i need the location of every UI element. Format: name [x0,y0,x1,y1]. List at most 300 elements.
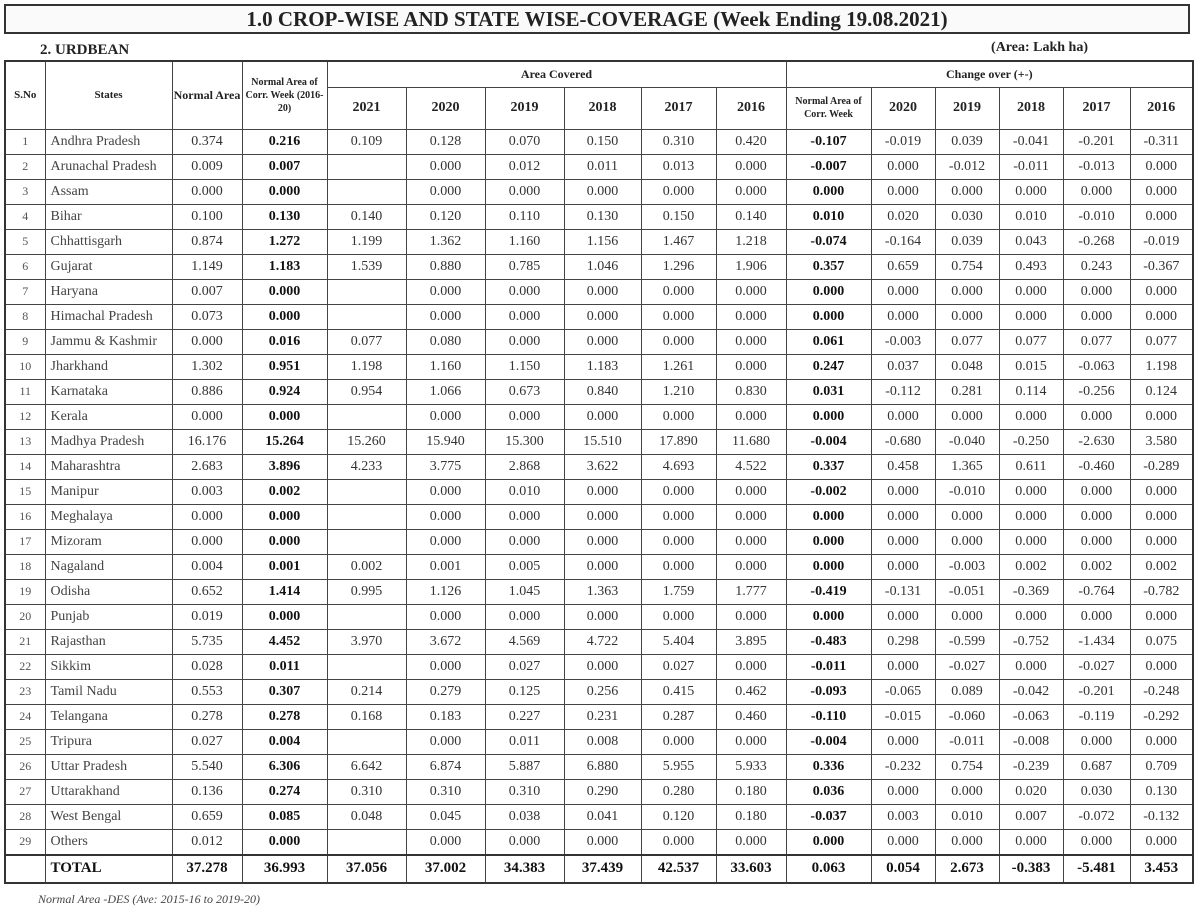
value-cell: 0.214 [327,679,406,704]
value-cell: 0.458 [871,454,935,479]
value-cell: 0.000 [641,529,716,554]
value-cell: 0.000 [641,179,716,204]
value-cell: 1.363 [564,579,641,604]
value-cell: 0.019 [172,604,242,629]
value-cell: 0.100 [172,204,242,229]
value-cell: 0.278 [242,704,327,729]
value-cell: 0.000 [935,304,999,329]
value-cell: 4.522 [716,454,786,479]
value-cell: 0.150 [564,129,641,154]
value-cell: -0.289 [1130,454,1193,479]
value-cell: 0.754 [935,754,999,779]
table-row [5,479,1193,504]
table-row [5,529,1193,554]
value-cell: 16.176 [172,429,242,454]
table-row [5,304,1193,329]
value-cell: -0.752 [999,629,1063,654]
value-cell: 0.027 [641,654,716,679]
value-cell: 0.281 [935,379,999,404]
header-area-covered: Area Covered [327,61,786,87]
value-cell: -0.164 [871,229,935,254]
serial-cell: 22 [5,654,45,679]
value-cell: 1.261 [641,354,716,379]
value-cell: 0.000 [242,279,327,304]
value-cell: 0.298 [871,629,935,654]
value-cell: -0.369 [999,579,1063,604]
value-cell: 0.027 [172,729,242,754]
value-cell: -0.093 [786,679,871,704]
table-row [5,204,1193,229]
header-change-year: 2020 [871,87,935,129]
value-cell: 2.683 [172,454,242,479]
value-cell: 0.000 [1063,529,1130,554]
value-cell: 37.002 [406,855,485,883]
footnote: Normal Area -DES (Ave: 2015-16 to 2019-20) [38,892,260,906]
value-cell: 0.000 [1130,729,1193,754]
value-cell: 0.000 [641,404,716,429]
value-cell: 0.307 [242,679,327,704]
value-cell: -0.060 [935,704,999,729]
value-cell: 0.000 [406,179,485,204]
value-cell: 0.611 [999,454,1063,479]
table-row [5,729,1193,754]
serial-cell: 1 [5,129,45,154]
value-cell: 0.880 [406,254,485,279]
value-cell: 0.000 [999,529,1063,554]
state-cell: Uttar Pradesh [45,754,172,779]
value-cell: 0.553 [172,679,242,704]
table-row [5,579,1193,604]
value-cell: 0.030 [935,204,999,229]
table-row [5,554,1193,579]
value-cell: -0.002 [786,479,871,504]
value-cell: 1.150 [485,354,564,379]
value-cell: 0.652 [172,579,242,604]
value-cell: 0.000 [641,329,716,354]
value-cell: 0.010 [999,204,1063,229]
state-cell: Madhya Pradesh [45,429,172,454]
value-cell: -0.004 [786,429,871,454]
value-cell: 0.290 [564,779,641,804]
value-cell: 0.000 [406,654,485,679]
value-cell: -0.004 [786,729,871,754]
value-cell: 0.000 [786,279,871,304]
value-cell: 0.010 [485,479,564,504]
table-row [5,804,1193,829]
value-cell: 0.045 [406,804,485,829]
value-cell: 0.077 [1130,329,1193,354]
value-cell: 0.000 [786,304,871,329]
value-cell: 0.279 [406,679,485,704]
value-cell: 0.462 [716,679,786,704]
value-cell: 0.063 [786,855,871,883]
serial-cell: 7 [5,279,45,304]
value-cell: -0.074 [786,229,871,254]
header-states: States [45,61,172,129]
value-cell: 0.000 [716,179,786,204]
state-cell: West Bengal [45,804,172,829]
value-cell: 0.000 [242,404,327,429]
value-cell: -0.010 [1063,204,1130,229]
value-cell: 15.300 [485,429,564,454]
value-cell: 0.000 [641,304,716,329]
value-cell: 0.009 [172,154,242,179]
value-cell: 0.000 [716,279,786,304]
serial-cell: 24 [5,704,45,729]
header-sno: S.No [5,61,45,129]
value-cell: 0.028 [172,654,242,679]
value-cell: -0.201 [1063,129,1130,154]
value-cell: 0.000 [786,829,871,855]
value-cell: 0.000 [871,404,935,429]
serial-cell: 3 [5,179,45,204]
value-cell: 5.540 [172,754,242,779]
value-cell: 1.199 [327,229,406,254]
value-cell: 0.136 [172,779,242,804]
value-cell [327,529,406,554]
header-covered-year: 2016 [716,87,786,129]
value-cell: 5.404 [641,629,716,654]
value-cell: 0.020 [871,204,935,229]
value-cell: 0.000 [564,604,641,629]
value-cell: 0.000 [1130,829,1193,855]
value-cell: 0.256 [564,679,641,704]
serial-cell: 13 [5,429,45,454]
value-cell: 0.310 [327,779,406,804]
value-cell: 0.180 [716,779,786,804]
value-cell: 0.013 [641,154,716,179]
value-cell: 0.168 [327,704,406,729]
state-cell: Uttarakhand [45,779,172,804]
value-cell: -0.063 [999,704,1063,729]
value-cell: 0.840 [564,379,641,404]
value-cell: 0.039 [935,229,999,254]
value-cell: 0.274 [242,779,327,804]
value-cell: 0.000 [485,404,564,429]
value-cell: 0.673 [485,379,564,404]
state-cell: Meghalaya [45,504,172,529]
value-cell: 1.156 [564,229,641,254]
value-cell [327,179,406,204]
value-cell: 0.000 [716,154,786,179]
value-cell: 0.000 [1130,654,1193,679]
value-cell: 0.038 [485,804,564,829]
value-cell: 0.000 [1130,479,1193,504]
header-change-year: 2018 [999,87,1063,129]
value-cell: -0.112 [871,379,935,404]
value-cell: 0.020 [999,779,1063,804]
value-cell: 0.000 [871,279,935,304]
value-cell: 0.231 [564,704,641,729]
value-cell: 0.000 [999,479,1063,504]
value-cell: -0.110 [786,704,871,729]
serial-cell: 8 [5,304,45,329]
state-cell: Himachal Pradesh [45,304,172,329]
state-cell: Andhra Pradesh [45,129,172,154]
value-cell: -0.483 [786,629,871,654]
value-cell: 0.000 [564,654,641,679]
state-cell: Sikkim [45,654,172,679]
value-cell: 5.955 [641,754,716,779]
value-cell: 0.002 [242,479,327,504]
value-cell: 0.002 [1063,554,1130,579]
state-cell: Tripura [45,729,172,754]
state-cell: Telangana [45,704,172,729]
table-row [5,179,1193,204]
value-cell: 0.000 [871,504,935,529]
value-cell: -0.072 [1063,804,1130,829]
value-cell: 0.420 [716,129,786,154]
header-covered-year: 2019 [485,87,564,129]
value-cell: 0.000 [564,829,641,855]
value-cell: -0.003 [871,329,935,354]
state-cell: Manipur [45,479,172,504]
value-cell [327,829,406,855]
table-row [5,429,1193,454]
value-cell: 5.887 [485,754,564,779]
value-cell: 0.000 [406,829,485,855]
value-cell: 0.374 [172,129,242,154]
value-cell: 0.874 [172,229,242,254]
value-cell: 0.000 [935,779,999,804]
value-cell: 0.000 [871,729,935,754]
value-cell: -0.013 [1063,154,1130,179]
value-cell: 2.673 [935,855,999,883]
value-cell: -0.011 [999,154,1063,179]
value-cell: 0.659 [871,254,935,279]
value-cell: 1.414 [242,579,327,604]
value-cell: 0.070 [485,129,564,154]
value-cell: 0.278 [172,704,242,729]
value-cell: 0.037 [871,354,935,379]
value-cell: 0.000 [999,304,1063,329]
value-cell [327,654,406,679]
value-cell: 0.754 [935,254,999,279]
value-cell: 4.233 [327,454,406,479]
value-cell: -0.003 [935,554,999,579]
value-cell: -0.250 [999,429,1063,454]
value-cell: 15.264 [242,429,327,454]
value-cell: 0.000 [1063,279,1130,304]
value-cell: 0.000 [716,479,786,504]
value-cell: 0.005 [485,554,564,579]
serial-cell: 4 [5,204,45,229]
table-row [5,754,1193,779]
value-cell: -0.019 [1130,229,1193,254]
value-cell: 0.007 [999,804,1063,829]
value-cell: 0.000 [716,829,786,855]
value-cell: 0.000 [406,154,485,179]
value-cell: -0.008 [999,729,1063,754]
header-covered-year: 2017 [641,87,716,129]
value-cell: 0.000 [935,829,999,855]
value-cell: 0.000 [641,479,716,504]
state-cell: Punjab [45,604,172,629]
table-row [5,829,1193,855]
value-cell: -0.782 [1130,579,1193,604]
value-cell: 1.045 [485,579,564,604]
value-cell: 0.000 [564,329,641,354]
value-cell: 0.830 [716,379,786,404]
value-cell: 0.000 [871,529,935,554]
value-cell: 0.000 [641,604,716,629]
value-cell: 0.109 [327,129,406,154]
value-cell: 0.007 [172,279,242,304]
value-cell: 0.000 [641,829,716,855]
table-row [5,404,1193,429]
table-row [5,129,1193,154]
value-cell: -0.107 [786,129,871,154]
state-cell: Haryana [45,279,172,304]
value-cell [327,404,406,429]
value-cell: 5.735 [172,629,242,654]
value-cell: -0.065 [871,679,935,704]
value-cell: 0.000 [172,529,242,554]
value-cell: 0.130 [1130,779,1193,804]
value-cell: 0.075 [1130,629,1193,654]
value-cell: 0.000 [871,554,935,579]
value-cell: -0.132 [1130,804,1193,829]
value-cell: 0.000 [406,404,485,429]
value-cell: 0.004 [172,554,242,579]
value-cell: 0.000 [485,829,564,855]
value-cell: 4.693 [641,454,716,479]
value-cell: 0.000 [564,529,641,554]
value-cell [327,154,406,179]
value-cell: 11.680 [716,429,786,454]
value-cell: 15.260 [327,429,406,454]
serial-cell: 25 [5,729,45,754]
value-cell: 5.933 [716,754,786,779]
value-cell: 0.000 [999,279,1063,304]
value-cell: 37.439 [564,855,641,883]
state-cell: Others [45,829,172,855]
value-cell: 0.995 [327,579,406,604]
value-cell: 0.000 [485,279,564,304]
value-cell: 6.880 [564,754,641,779]
value-cell: 3.672 [406,629,485,654]
value-cell: 0.048 [327,804,406,829]
value-cell: 1.126 [406,579,485,604]
value-cell: 1.149 [172,254,242,279]
value-cell: 0.002 [1130,554,1193,579]
value-cell: 0.000 [242,604,327,629]
value-cell: 0.124 [1130,379,1193,404]
value-cell: 0.000 [999,179,1063,204]
value-cell: -0.042 [999,679,1063,704]
value-cell: 36.993 [242,855,327,883]
serial-cell: 19 [5,579,45,604]
value-cell: 0.000 [564,179,641,204]
value-cell: -0.027 [1063,654,1130,679]
value-cell: 0.000 [564,404,641,429]
value-cell: 0.000 [871,154,935,179]
value-cell: -0.256 [1063,379,1130,404]
table-row [5,679,1193,704]
value-cell: 0.000 [999,404,1063,429]
header-covered-year: 2020 [406,87,485,129]
value-cell: 0.000 [716,304,786,329]
value-cell: -0.041 [999,129,1063,154]
value-cell: 1.777 [716,579,786,604]
value-cell: -1.434 [1063,629,1130,654]
value-cell: 0.130 [242,204,327,229]
value-cell: 3.453 [1130,855,1193,883]
value-cell: 0.000 [641,504,716,529]
value-cell: -0.248 [1130,679,1193,704]
table-row [5,279,1193,304]
value-cell: 0.000 [1130,279,1193,304]
value-cell: 33.603 [716,855,786,883]
table-row [5,454,1193,479]
value-cell: 3.896 [242,454,327,479]
state-cell: Karnataka [45,379,172,404]
value-cell: 0.000 [485,179,564,204]
value-cell [327,729,406,754]
value-cell: 0.659 [172,804,242,829]
value-cell: 0.000 [564,279,641,304]
value-cell: -0.311 [1130,129,1193,154]
table-row [5,779,1193,804]
value-cell: 1.183 [564,354,641,379]
value-cell: 0.077 [999,329,1063,354]
header-change-year: 2017 [1063,87,1130,129]
value-cell: 0.000 [935,604,999,629]
value-cell: 0.000 [786,179,871,204]
table-row [5,154,1193,179]
serial-cell: 27 [5,779,45,804]
serial-cell: 9 [5,329,45,354]
state-cell: Nagaland [45,554,172,579]
value-cell: 1.467 [641,229,716,254]
value-cell: 6.874 [406,754,485,779]
value-cell: 0.000 [999,829,1063,855]
value-cell: 0.089 [935,679,999,704]
value-cell: 4.452 [242,629,327,654]
state-cell: Bihar [45,204,172,229]
value-cell: 0.010 [786,204,871,229]
value-cell: 1.046 [564,254,641,279]
value-cell: 0.000 [172,404,242,429]
value-cell: 0.000 [871,179,935,204]
value-cell: 0.000 [716,554,786,579]
value-cell: 0.000 [1130,604,1193,629]
value-cell: 0.000 [564,304,641,329]
value-cell: 0.886 [172,379,242,404]
value-cell: 1.296 [641,254,716,279]
value-cell: 0.027 [485,654,564,679]
value-cell: -0.040 [935,429,999,454]
value-cell: 0.000 [786,504,871,529]
value-cell: 0.000 [1063,404,1130,429]
value-cell: 0.357 [786,254,871,279]
value-cell: 0.000 [406,529,485,554]
value-cell: 0.000 [935,279,999,304]
serial-cell: 14 [5,454,45,479]
value-cell: -0.007 [786,154,871,179]
value-cell: 0.000 [242,829,327,855]
value-cell: 0.036 [786,779,871,804]
value-cell: 0.000 [172,329,242,354]
value-cell: 1.218 [716,229,786,254]
value-cell: 0.000 [786,604,871,629]
value-cell: 0.000 [716,354,786,379]
value-cell: 0.000 [1130,204,1193,229]
value-cell: 0.073 [172,304,242,329]
value-cell: 0.004 [242,729,327,754]
state-cell: Chhattisgarh [45,229,172,254]
value-cell: 0.077 [327,329,406,354]
